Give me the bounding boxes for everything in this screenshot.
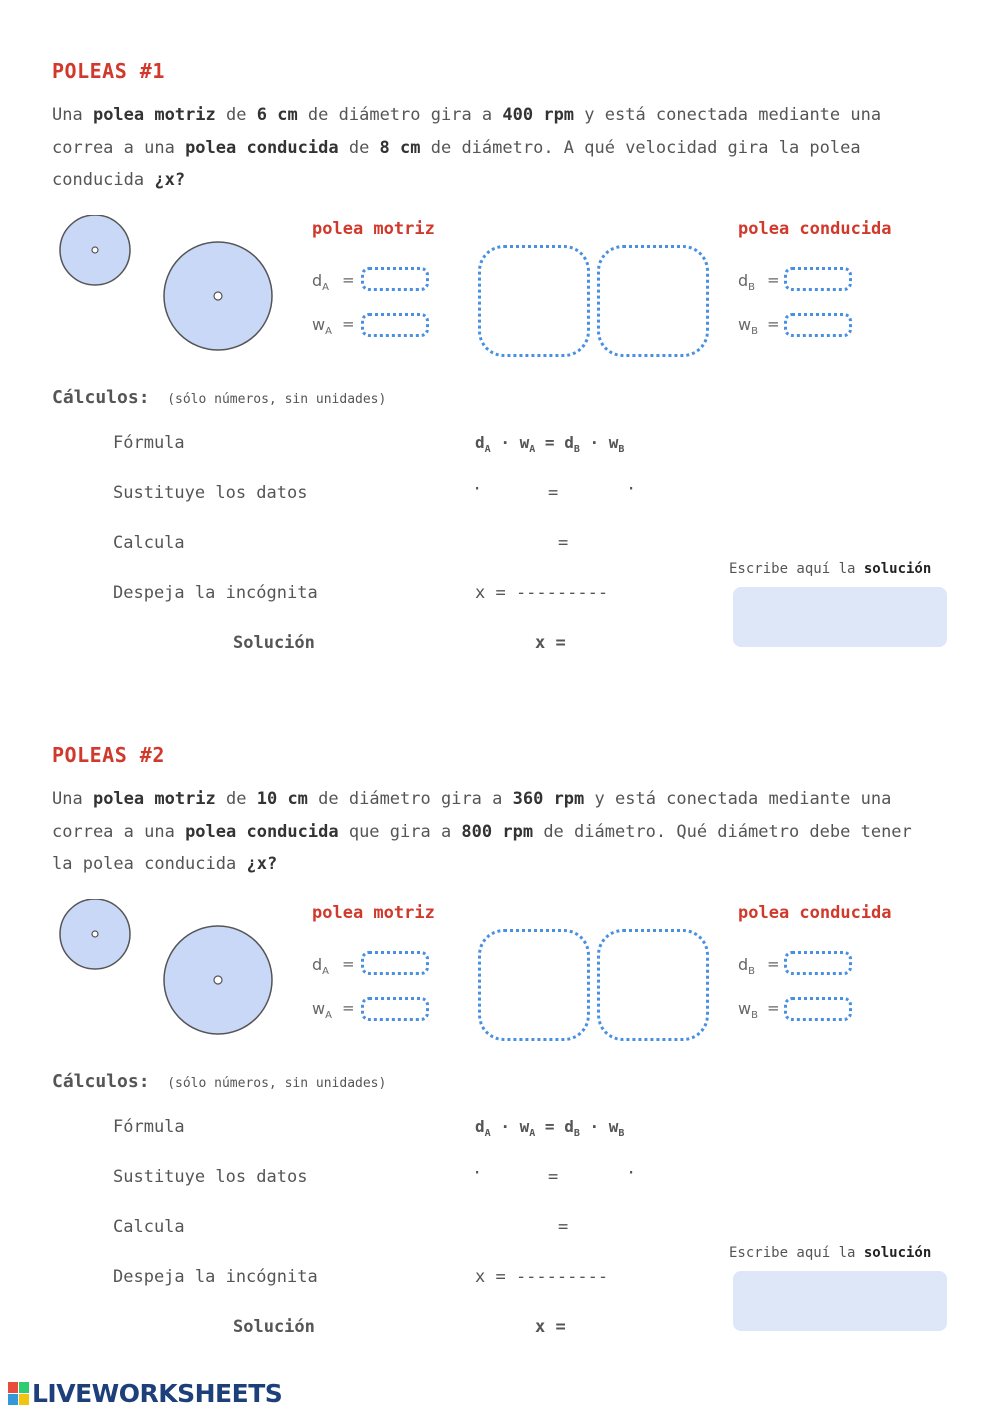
logo-text: LIVEWORKSHEETS	[32, 1379, 283, 1408]
wb-label: $w_B$	[738, 315, 758, 338]
large-pulley-axle	[214, 292, 222, 300]
sustituye-dot-right[interactable]: ·	[626, 1163, 637, 1183]
wa-equals: =	[342, 999, 355, 1017]
statement-segment: ¿x?	[246, 854, 278, 874]
despeja-fraction[interactable]: x = ---------	[475, 1267, 609, 1287]
solucion-label: Solución	[233, 1317, 315, 1337]
drop-zone-conducida[interactable]	[597, 245, 709, 357]
statement-segment: Una	[52, 105, 93, 125]
problem-title: POLEAS #2	[52, 743, 165, 767]
wa-input[interactable]	[361, 997, 429, 1021]
db-label: $d_B$	[738, 271, 756, 294]
solucion-x[interactable]: x =	[535, 633, 566, 653]
da-equals: =	[342, 271, 355, 289]
despeja-fraction[interactable]: x = ---------	[475, 583, 609, 603]
wa-equals: =	[342, 315, 355, 333]
calcula-label: Calcula	[113, 533, 185, 553]
calculos-header	[52, 387, 386, 408]
wa-input[interactable]	[361, 313, 429, 337]
sustituye-equals: =	[548, 483, 559, 503]
statement-segment: de diámetro gira a	[307, 789, 513, 809]
problem-statement	[52, 99, 932, 197]
sustituye-dot-left[interactable]: ·	[472, 479, 483, 499]
statement-segment: 400 rpm	[502, 105, 575, 125]
statement-segment: de diámetro. A qué velocidad gira la polea conducida	[52, 137, 861, 190]
despeja-label: Despeja la incógnita	[113, 583, 318, 603]
statement-segment: de	[338, 137, 380, 158]
statement-segment: de diámetro. Qué diámetro debe tener la polea conducida	[52, 821, 912, 874]
sustituye-dot-right[interactable]: ·	[626, 479, 637, 499]
calculos-note: (sólo números, sin unidades)	[167, 1076, 387, 1091]
wb-input[interactable]	[784, 997, 852, 1021]
sustituye-label: Sustituye los datos	[113, 483, 308, 503]
da-equals: =	[342, 955, 355, 973]
despeja-label: Despeja la incógnita	[113, 1267, 318, 1287]
conducida-label: polea conducida	[738, 903, 892, 923]
calcula-label: Calcula	[113, 1217, 185, 1237]
db-label: $d_B$	[738, 955, 756, 978]
statement-segment: polea motriz	[92, 789, 216, 809]
calcula-equals[interactable]: =	[558, 533, 569, 553]
calculos-note: (sólo números, sin unidades)	[167, 392, 387, 407]
conducida-label: polea conducida	[738, 219, 892, 239]
small-pulley-axle	[92, 247, 98, 253]
small-pulley-axle	[92, 931, 98, 937]
logo-icon	[8, 1382, 30, 1406]
sustituye-label: Sustituye los datos	[113, 1167, 308, 1187]
solucion-label: Solución	[233, 633, 315, 653]
statement-segment: de	[215, 105, 257, 125]
statement-segment: 8 cm	[379, 137, 421, 158]
statement-segment: y está conectada mediante una correa a una	[52, 105, 882, 158]
problem-statement	[52, 783, 932, 881]
wb-input[interactable]	[784, 313, 852, 337]
solution-hint: Escribe aquí la solución	[729, 1245, 932, 1261]
calculos-title: Cálculos:	[52, 1071, 150, 1092]
statement-segment: de	[215, 789, 257, 809]
statement-segment: de diámetro gira a	[297, 105, 503, 125]
solucion-x[interactable]: x =	[535, 1317, 566, 1337]
motriz-label: polea motriz	[312, 219, 435, 239]
pulley-diagram	[56, 899, 278, 1041]
statement-segment: que gira a	[338, 821, 462, 842]
drop-zone-motriz[interactable]	[478, 929, 590, 1041]
statement-segment: 800 rpm	[461, 821, 534, 842]
statement-segment: y está conectada mediante una correa a una	[52, 789, 892, 842]
db-equals: =	[767, 271, 780, 289]
db-input[interactable]	[784, 267, 852, 291]
drop-zone-conducida[interactable]	[597, 929, 709, 1041]
formula: $d_A \cdot w_A = d_B \cdot w_B$	[475, 1117, 625, 1140]
drop-zone-motriz[interactable]	[478, 245, 590, 357]
calculos-header	[52, 1071, 386, 1092]
statement-segment: 360 rpm	[512, 789, 585, 809]
calculos-title: Cálculos:	[52, 387, 150, 408]
db-input[interactable]	[784, 951, 852, 975]
db-equals: =	[767, 955, 780, 973]
wb-label: $w_B$	[738, 999, 758, 1022]
wb-equals: =	[767, 315, 780, 333]
da-label: $d_A$	[312, 955, 329, 978]
problem-title: POLEAS #1	[52, 59, 165, 83]
sustituye-dot-left[interactable]: ·	[472, 1163, 483, 1183]
wb-equals: =	[767, 999, 780, 1017]
wa-label: $w_A$	[312, 315, 332, 338]
calcula-equals[interactable]: =	[558, 1217, 569, 1237]
statement-segment: polea conducida	[185, 821, 339, 842]
pulley-diagram	[56, 215, 278, 357]
logo	[8, 1379, 282, 1408]
motriz-label: polea motriz	[312, 903, 435, 923]
formula-label: Fórmula	[113, 1117, 185, 1137]
formula-label: Fórmula	[113, 433, 185, 453]
solution-input[interactable]	[733, 587, 947, 647]
statement-segment: Una	[52, 789, 93, 809]
statement-segment: ¿x?	[154, 170, 186, 190]
large-pulley-axle	[214, 976, 222, 984]
wa-label: $w_A$	[312, 999, 332, 1022]
formula: $d_A \cdot w_A = d_B \cdot w_B$	[475, 433, 625, 456]
statement-segment: 6 cm	[256, 105, 298, 125]
solution-hint: Escribe aquí la solución	[729, 561, 932, 577]
statement-segment: polea motriz	[92, 105, 216, 125]
sustituye-equals: =	[548, 1167, 559, 1187]
da-input[interactable]	[361, 267, 429, 291]
statement-segment: polea conducida	[185, 137, 339, 158]
da-input[interactable]	[361, 951, 429, 975]
da-label: $d_A$	[312, 271, 329, 294]
solution-input[interactable]	[733, 1271, 947, 1331]
statement-segment: 10 cm	[256, 789, 308, 809]
